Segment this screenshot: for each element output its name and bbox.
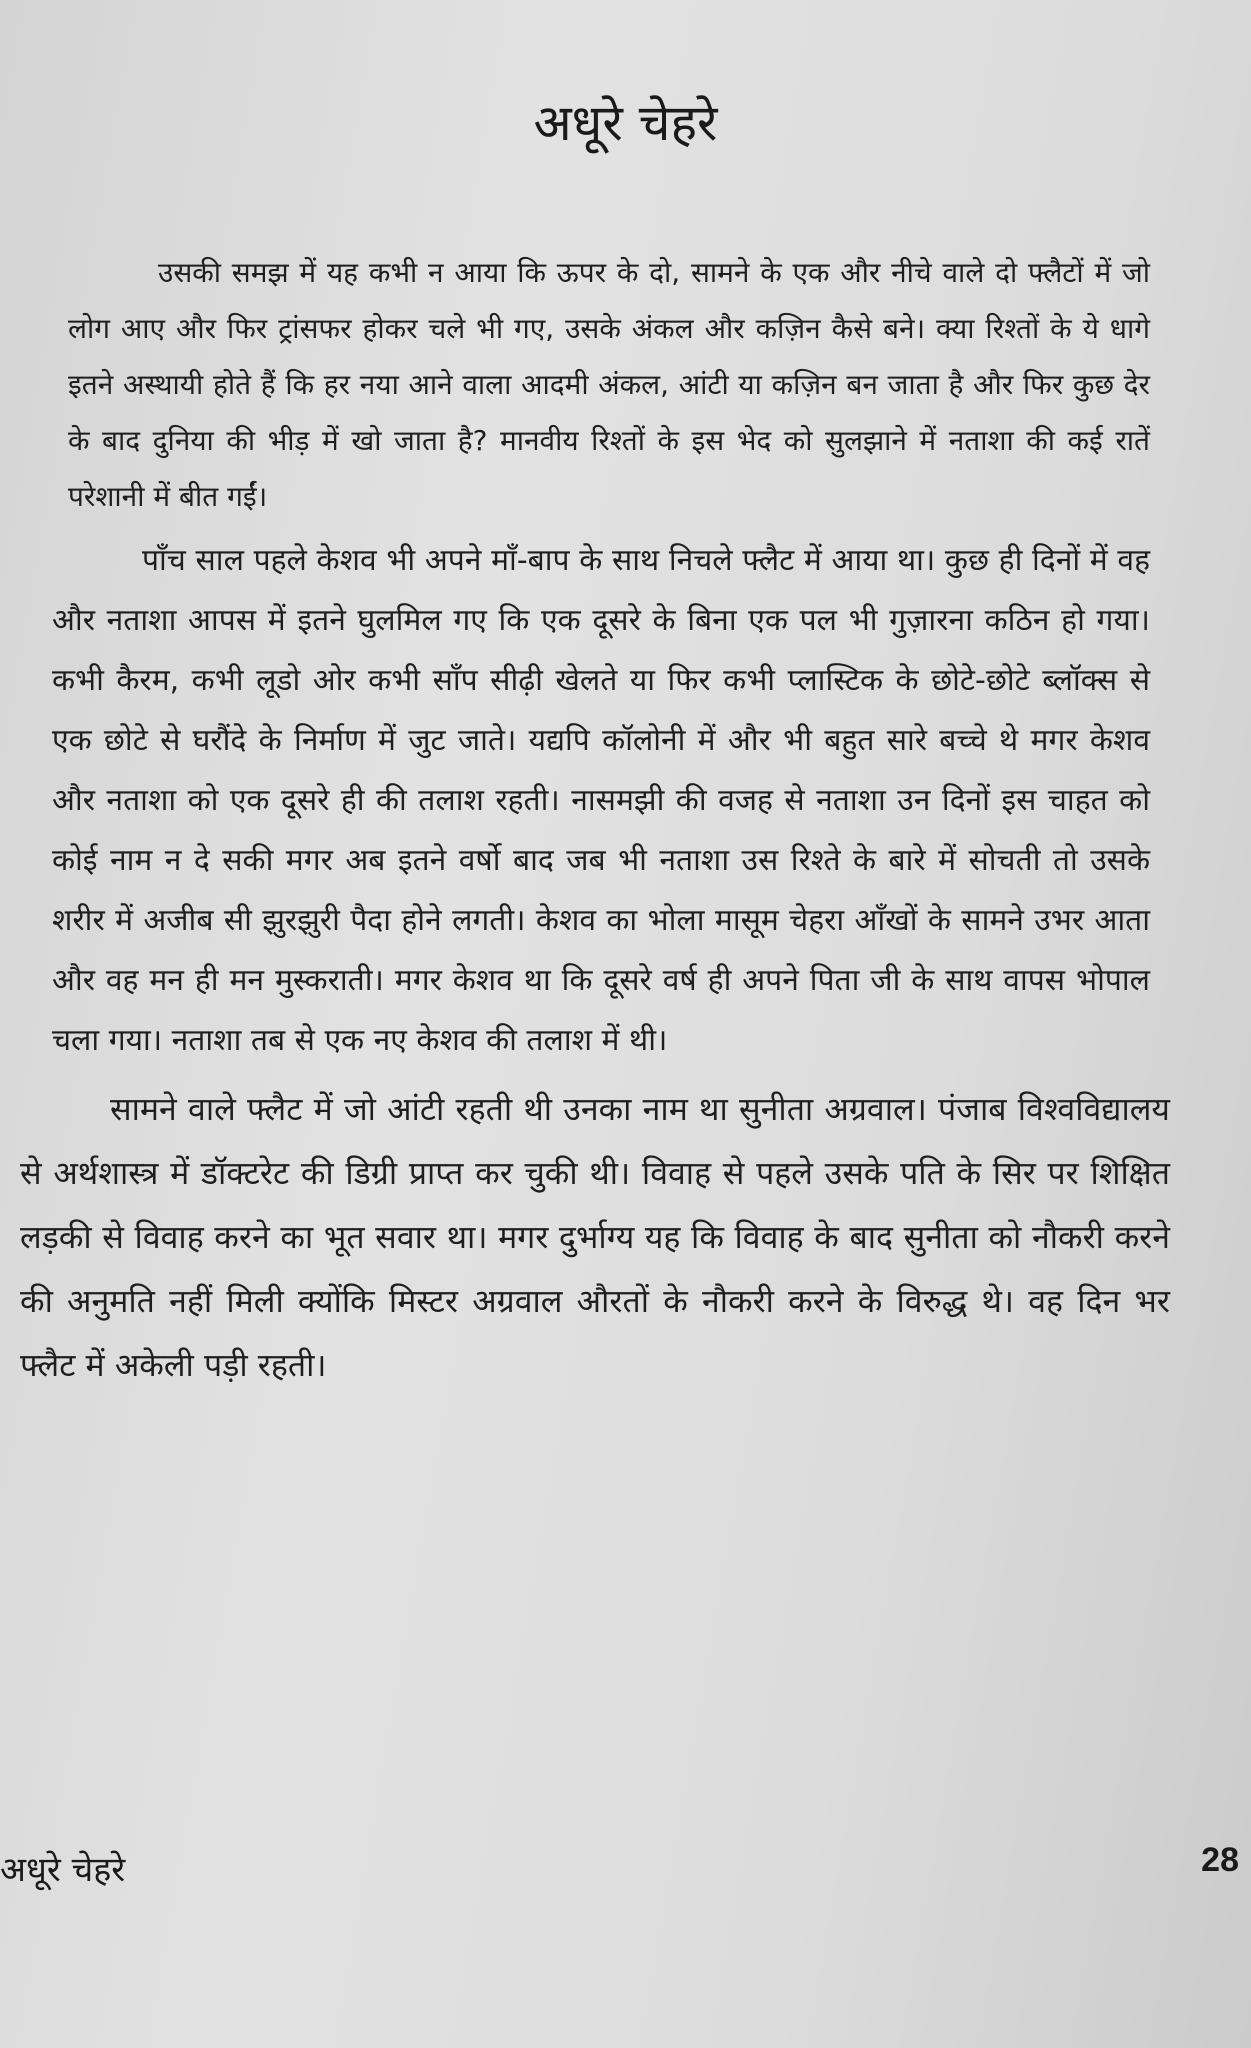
paragraph-3: सामने वाले फ्लैट में जो आंटी रहती थी उनका नाम था सुनीता अग्रवाल। पंजाब विश्वविद्यालय से अर्थशास्त्र में डॉक्टरेट की डिग्री प्राप्त कर चुकी थी। विवाह से पहले उसके पति के सिर पर शिक्षित लड़की से विवाह करने का भूत सवार था। मगर दुर्भाग्य यह कि विवाह के बाद सुनीता को नौकरी करने की अनुमति नहीं मिली क्योंकि मिस्टर अग्रवाल औरतों के नौकरी करने के विरुद्ध थे। वह दिन भर फ्लैट में अकेली पड़ी रहती।: [20, 1090, 1170, 1384]
footer-running-title: अधूरे चेहरे: [0, 1850, 126, 1890]
body-text: [20, 245, 1170, 1403]
paragraph-2: पाँच साल पहले केशव भी अपने माँ-बाप के साथ निचले फ्लैट में आया था। कुछ ही दिनों में वह और नताशा आपस में इतने घुलमिल गए कि एक दूसरे के बिना एक पल भी गुज़ारना कठिन हो गया। कभी कैरम, कभी लूडो ओर कभी साँप सीढ़ी खेलते या फिर कभी प्लास्टिक के छोटे-छोटे ब्लॉक्स से एक छोटे से घरौंदे के निर्माण में जुट जाते। यद्यपि कॉलोनी में और भी बहुत सारे बच्चे थे मगर केशव और नताशा को एक दूसरे ही की तलाश रहती। नासमझी की वजह से नताशा उन दिनों इस चाहत को कोई नाम न दे सकी मगर अब इतने वर्षो बाद जब भी नताशा उस रिश्ते के बारे में सोचती तो उसके शरीर में अजीब सी झुरझुरी पैदा होने लगती। केशव का भोला मासूम चेहरा आँखों के सामने उभर आता और वह मन ही मन मुस्कराती। मगर केशव था कि दूसरे वर्ष ही अपने पिता जी के साथ वापस भोपाल चला गया। नताशा तब से एक नए केशव की तलाश में थी।: [52, 543, 1150, 1058]
paragraph-1: उसकी समझ में यह कभी न आया कि ऊपर के दो, सामने के एक और नीचे वाले दो फ्लैटों में जो लोग आए और फिर ट्रांसफर होकर चले भी गए, उसके अंकल और कज़िन कैसे बने। क्या रिश्तों के ये धागे इतने अस्थायी होते हैं कि हर नया आने वाला आदमी अंकल, आंटी या कज़िन बन जाता है और फिर कुछ देर के बाद दुनिया की भीड़ में खो जाता है? मानवीय रिश्तों के इस भेद को सुलझाने में नताशा की कई रातें परेशानी में बीत गईं।: [68, 256, 1150, 513]
chapter-title: अधूरे चेहरे: [533, 94, 718, 152]
page-number: 28: [1201, 1841, 1239, 1879]
